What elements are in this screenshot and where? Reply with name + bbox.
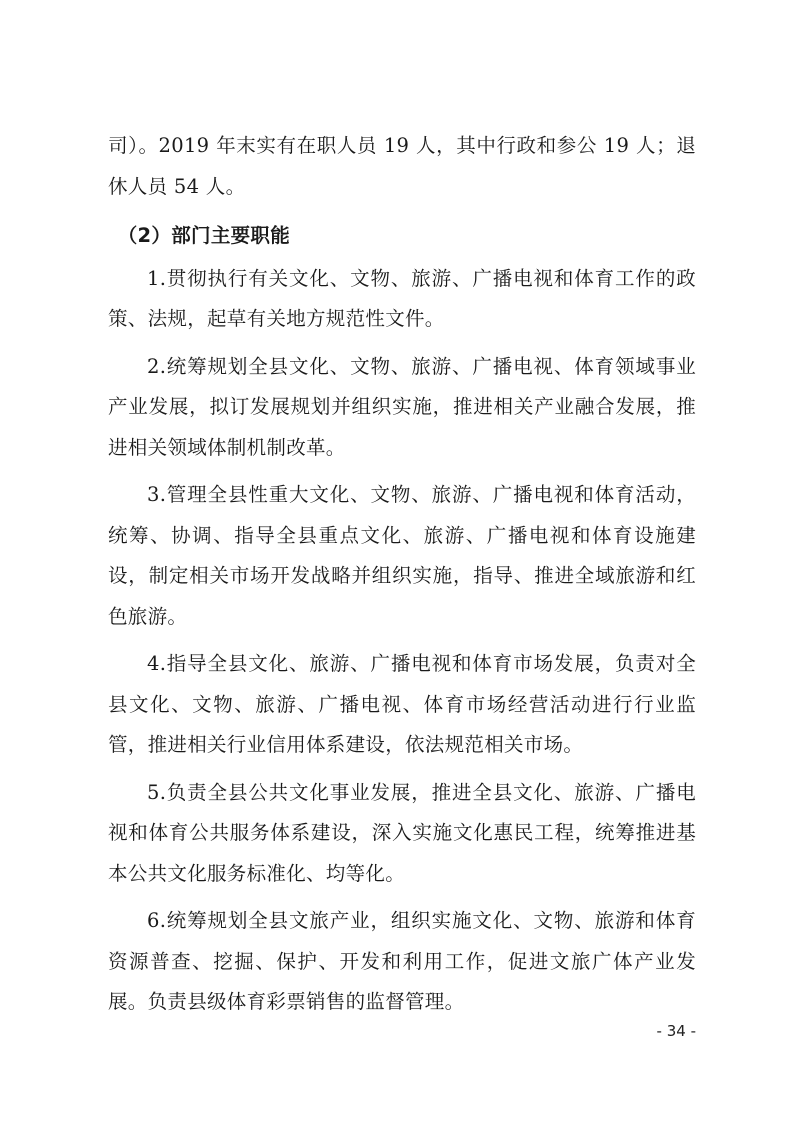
intro-paragraph: 司）。2019 年末实有在职人员 19 人，其中行政和参公 19 人；退休人员 54 人。 (108, 134, 696, 198)
document-body (108, 126, 696, 1023)
paragraph-1: 1.贯彻执行有关文化、文物、旅游、广播电视和体育工作的政策、法规，起草有关地方规范性文件。 (108, 266, 696, 330)
paragraph-3: 3.管理全县性重大文化、文物、旅游、广播电视和体育活动，统筹、协调、指导全县重点文化、旅游、广播电视和体育设施建设，制定相关市场开发战略并组织实施，指导、推进全域旅游和红色旅游。 (108, 483, 696, 628)
section-heading: （2）部门主要职能 (117, 224, 291, 247)
paragraph-5: 5.负责全县公共文化事业发展，推进全县文化、旅游、广播电视和体育公共服务体系建设，深入实施文化惠民工程，统筹推进基本公共文化服务标准化、均等化。 (108, 780, 696, 885)
paragraph-2: 2.统筹规划全县文化、文物、旅游、广播电视、体育领域事业产业发展，拟订发展规划并组织实施，推进相关产业融合发展，推进相关领域体制机制改革。 (108, 354, 696, 459)
paragraph-4: 4.指导全县文化、旅游、广播电视和体育市场发展，负责对全县文化、文物、旅游、广播电视、体育市场经营活动进行行业监管，推进相关行业信用体系建设，依法规范相关市场。 (108, 652, 696, 756)
page-number: - 34 - (656, 1022, 696, 1040)
paragraph-6: 6.统筹规划全县文旅产业，组织实施文化、文物、旅游和体育资源普查、挖掘、保护、开发和利用工作，促进文旅广体产业发展。负责县级体育彩票销售的监督管理。 (108, 909, 696, 1013)
